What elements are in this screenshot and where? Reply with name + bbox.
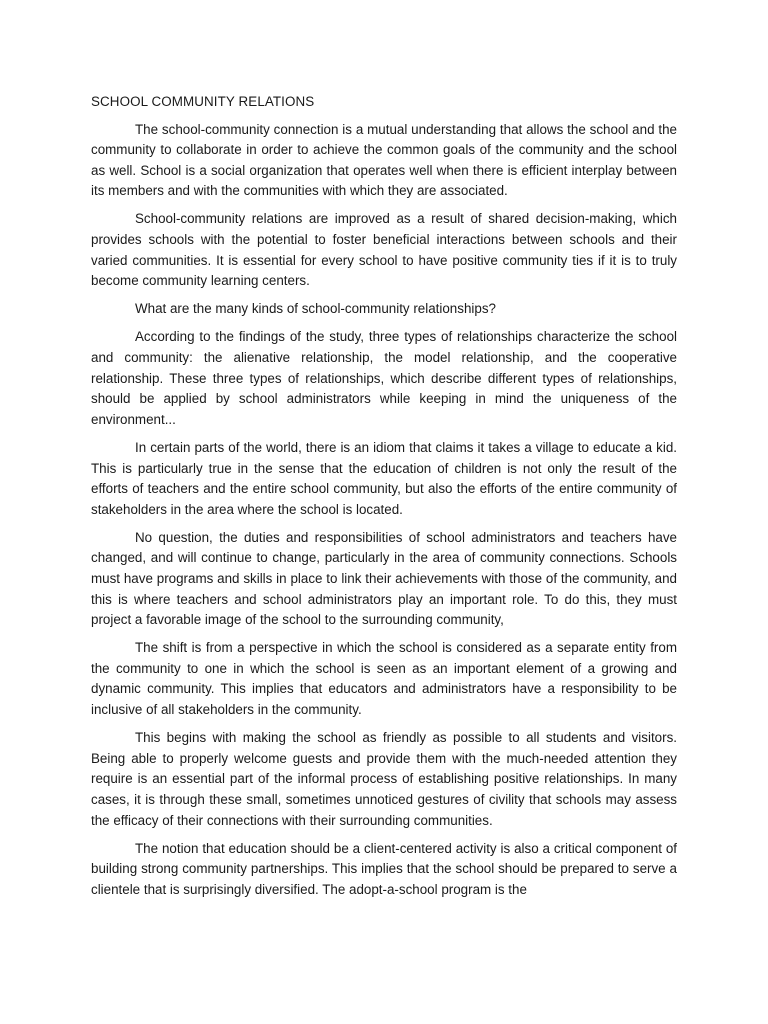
paragraph-7: The shift is from a perspective in which the school is considered as a separate entity from the community to one in which the school is seen as an important element of a growing and dynamic community. This implies that educators and administrators have a responsibility to be inclusive of all stakeholders in the community. bbox=[91, 640, 677, 718]
paragraph-1: The school-community connection is a mutual understanding that allows the school and the community to collaborate in order to achieve the common goals of the community and the school as well. School is a social organization that operates well when there is efficient interplay between its members and with the communities with which they are associated. bbox=[91, 121, 677, 199]
document-body bbox=[91, 92, 677, 908]
paragraph-8: This begins with making the school as friendly as possible to all students and visitors. Being able to properly welcome guests and provide them with the much-needed attention they require is an essential part of the informal process of establishing positive relationships. In many cases, it is through these small, sometimes unnoticed gestures of civility that schools may assess the efficacy of their connections with their surrounding communities. bbox=[91, 730, 677, 828]
paragraph-2: School-community relations are improved as a result of shared decision-making, which provides schools with the potential to foster beneficial interactions between schools and their varied communities. It is essential for every school to have positive community ties if it is to truly become community learning centers. bbox=[91, 211, 677, 289]
paragraph-5: In certain parts of the world, there is an idiom that claims it takes a village to educate a kid. This is particularly true in the sense that the education of children is not only the result of the efforts of teachers and the entire school community, but also the efforts of the entire community of stakeholders in the area where the school is located. bbox=[91, 439, 677, 517]
paragraph-6: No question, the duties and responsibilities of school administrators and teachers have changed, and will continue to change, particularly in the area of community connections. Schools must have programs and skills in place to link their achievements with those of the community, and this is where teachers and school administrators play an important role. To do this, they must project a favorable image of the school to the surrounding community, bbox=[91, 529, 677, 628]
paragraph-9: The notion that education should be a client-centered activity is also a critical component of building strong community partnerships. This implies that the school should be prepared to serve a clientele that is surprisingly diversified. The adopt-a-school program is the bbox=[91, 840, 677, 897]
paragraph-4: According to the findings of the study, three types of relationships characterize the school and community: the alienative relationship, the model relationship, and the cooperative relationship. These three types of relationships, which describe different types of relationships, should be applied by school administrators while keeping in mind the uniqueness of the environment... bbox=[91, 329, 677, 427]
paragraph-3-question: What are the many kinds of school-community relationships? bbox=[135, 301, 496, 317]
document-title: SCHOOL COMMUNITY RELATIONS bbox=[91, 94, 315, 109]
